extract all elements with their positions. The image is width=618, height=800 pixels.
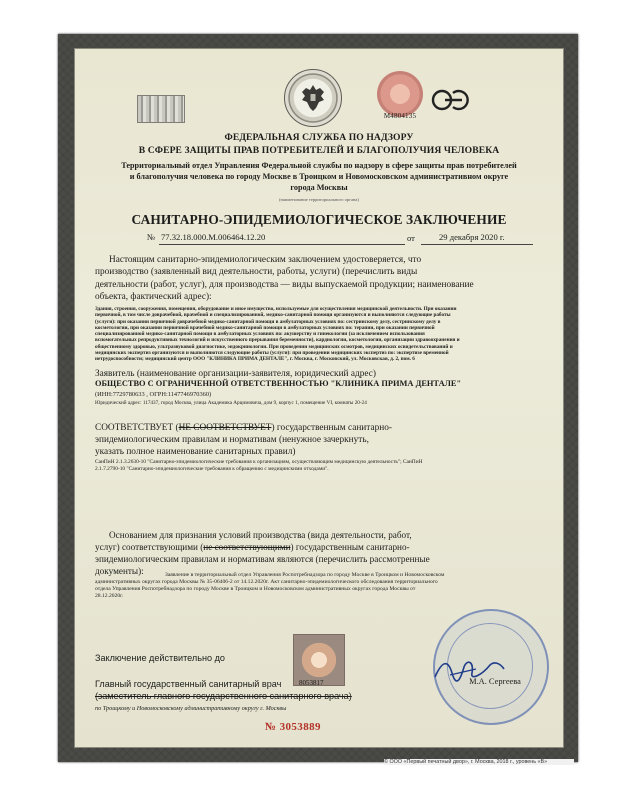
activities-line: медицинских экспертиз организуются и выполняются следующие работы (услуги): при проведении медицинских экспертиз по: экспертизе временной [95, 350, 449, 357]
basis-post: ) государственным санитарно- [290, 542, 410, 553]
certificate-paper [74, 48, 564, 748]
applicant-label: Заявитель (наименование организации-заявителя, юридический адрес) [95, 369, 376, 379]
intro-line: деятельности (работ, услуг), для производства — виды выпускаемой продукции; наименование [95, 279, 474, 290]
intro-line: Настоящим санитарно-эпидемиологическим заключением удостоверяется, что [109, 255, 422, 265]
applicant-name: ОБЩЕСТВО С ОГРАНИЧЕННОЙ ОТВЕТСТВЕННОСТЬЮ "КЛИНИКА ПРИМА ДЕНТАЛЕ" [95, 379, 462, 388]
bracket-close: ) [271, 423, 275, 433]
department-line-3: города Москвы [290, 183, 348, 192]
basis-line [95, 541, 549, 553]
hologram-number: 8053817 [299, 679, 324, 687]
department-line-2: и благополучия человека по городу Москве в Троицком и Новомосковском административном округе [129, 172, 509, 181]
activities-line: общественному здоровью, ультразвуковой диагностике, эндокринологии. При проведении медицинских осмотров, медицинских освидетельствований и [95, 343, 453, 350]
compliance-line-1 [95, 422, 549, 434]
chief-doctor [95, 678, 352, 702]
basis-line: документы): [95, 566, 144, 577]
activities-list [95, 306, 549, 363]
intro-paragraph [95, 254, 547, 303]
basis-line: эпидемиологическим правилам и нормативам являются (перечислить рассмотренные [95, 554, 430, 565]
date-label: от [407, 233, 415, 243]
compliance-rest: государственным санитарно- [276, 423, 392, 433]
basis-doc-line: отдела Управления Роспотребнадзора по городу Москве в Троицком и Новомосковском административных округах города Москвы от [95, 586, 416, 592]
seal-number: М4804135 [383, 112, 417, 120]
applicant-inn: (ИНН:7729780633 , ОГРН:1147746970360) [95, 391, 212, 398]
compliance-statement [95, 422, 549, 459]
bracket-open: ( [175, 423, 179, 433]
struck-not-corresponding: не соответствующими [203, 542, 291, 553]
sanitary-rule-line: 2.1.7.2790-10 "Санитарно-эпидемиологические требования к обращению с медицинскими отходами". [95, 466, 329, 472]
department-heading [75, 160, 563, 193]
department-line-1: Территориальный отдел Управления Федеральной службы по надзору в сфере защиты прав потребителей [121, 161, 517, 170]
printer-footer: © ООО «Первый печатный двор», г. Москва, 2018 г., уровень «В» [384, 759, 574, 765]
hologram-strip [137, 95, 185, 123]
agency-line-2: В СФЕРЕ ЗАЩИТЫ ПРАВ ПОТРЕБИТЕЛЕЙ И БЛАГОПОЛУЧИЯ ЧЕЛОВЕКА [138, 145, 500, 156]
activities-line: Здания, строения, сооружения, помещения, оборудование и иное имущество, используемые для осуществления медицинской деятельности. При оказании [95, 306, 457, 312]
coat-of-arms-emblem [284, 69, 342, 127]
basis-documents [95, 572, 549, 600]
intro-line: объекта, фактический адрес): [95, 291, 212, 302]
struck-deputy-title: (заместитель главного государственного санитарного врача) [95, 691, 352, 701]
sanitary-rule-line: СанПиН 2.1.3.2630-10 "Санитарно-эпидемиологические требования к организациям, осуществляющим медицинскую деятельность"; СанПиН [95, 459, 423, 465]
intro-line: производство (заявленный вид деятельности, работы, услуги) (перечислить виды [95, 267, 418, 278]
activities-line: первичной, в том числе доврачебной, врачебной и специализированной, медико-санитарной помощи организуются и выполняются следующие работы [95, 312, 451, 319]
district-line: по Троицкому и Новомосковскому административному округу г. Москвы [95, 705, 287, 712]
activities-line: нетрудоспособности; медицинский центр ООО "КЛИНИКА ПРИМА ДЕНТАЛЕ", г. Москва, г. Московский, ул. Московская, д. 2, пом. 6 [95, 356, 415, 363]
activities-line: специализированной медико-санитарной помощи в амбулаторных условиях по: акушерству и гинекологии (за исключением использования [95, 331, 425, 338]
number-value: 77.32.18.000.М.006464.12.20 [161, 232, 266, 242]
validity-label: Заключение действительно до [95, 653, 225, 663]
applicant-address: Юридический адрес: 117437, город Москва, улица Академика Арцимовича, дом 9, корпус 1, помещение VI, комнаты 20-24 [95, 400, 367, 406]
sanitary-rules [95, 459, 549, 473]
basis-doc-line: 28.12.2020г. [95, 593, 124, 599]
activities-line: косметологии, при оказании первичной врачебной медико-санитарной помощи в амбулаторных условиях по: терапии, при оказании первичной [95, 324, 435, 331]
double-headed-eagle-icon [298, 82, 328, 114]
activities-line: вспомогательных репродуктивных технологий и искусственного прерывания беременности), кардиологии, косметологии, организации здравоохранения и [95, 337, 460, 344]
date-value: 29 декабря 2020 г. [439, 232, 505, 242]
document-title: САНИТАРНО-ЭПИДЕМИОЛОГИЧЕСКОЕ ЗАКЛЮЧЕНИЕ [131, 212, 507, 227]
basis-doc-line: Заявление в территориальный отдел Управления Роспотребнадзора по городу Москве в Троицком и Новомосковском [165, 572, 445, 578]
chief-title: Главный государственный санитарный врач [95, 679, 282, 689]
document-serial-number: № 3053889 [265, 721, 321, 733]
basis-line: Основанием для признания условий производства (вида деятельности, работ, [109, 530, 412, 540]
basis-doc-line: административных округах города Москвы № 35-06406-2 от 14.12.2020г. Акт санитарно-эпидемиологического обследования территориального [95, 579, 438, 585]
agency-line-1: ФЕДЕРАЛЬНАЯ СЛУЖБА ПО НАДЗОРУ [224, 132, 414, 143]
number-label: № [147, 232, 156, 242]
certification-mark-icon [431, 89, 471, 111]
signer-name: М.А. Сергеева [469, 677, 521, 686]
red-seal [377, 71, 423, 117]
department-caption: (наименование территориального органа) [279, 197, 359, 202]
compliance-line-3: указать полное наименование санитарных правил) [95, 447, 296, 458]
basis-paragraph [95, 529, 549, 577]
compliance-line-2: эпидемиологическим правилам и нормативам (ненужное зачеркнуть, [95, 435, 369, 446]
activities-line: (услуги): при оказании первичной доврачебной медико-санитарной помощи в амбулаторных условиях по: сестринскому делу, сестринскому делу в [95, 318, 441, 325]
agency-heading [75, 131, 563, 157]
struck-noncompliance: НЕ СООТВЕТСТВУЕТ [178, 423, 272, 433]
compliance-word: СООТВЕТСТВУЕТ [95, 423, 174, 433]
certificate-frame [58, 34, 578, 762]
basis-pre: услуг) соответствующими ( [95, 542, 204, 553]
